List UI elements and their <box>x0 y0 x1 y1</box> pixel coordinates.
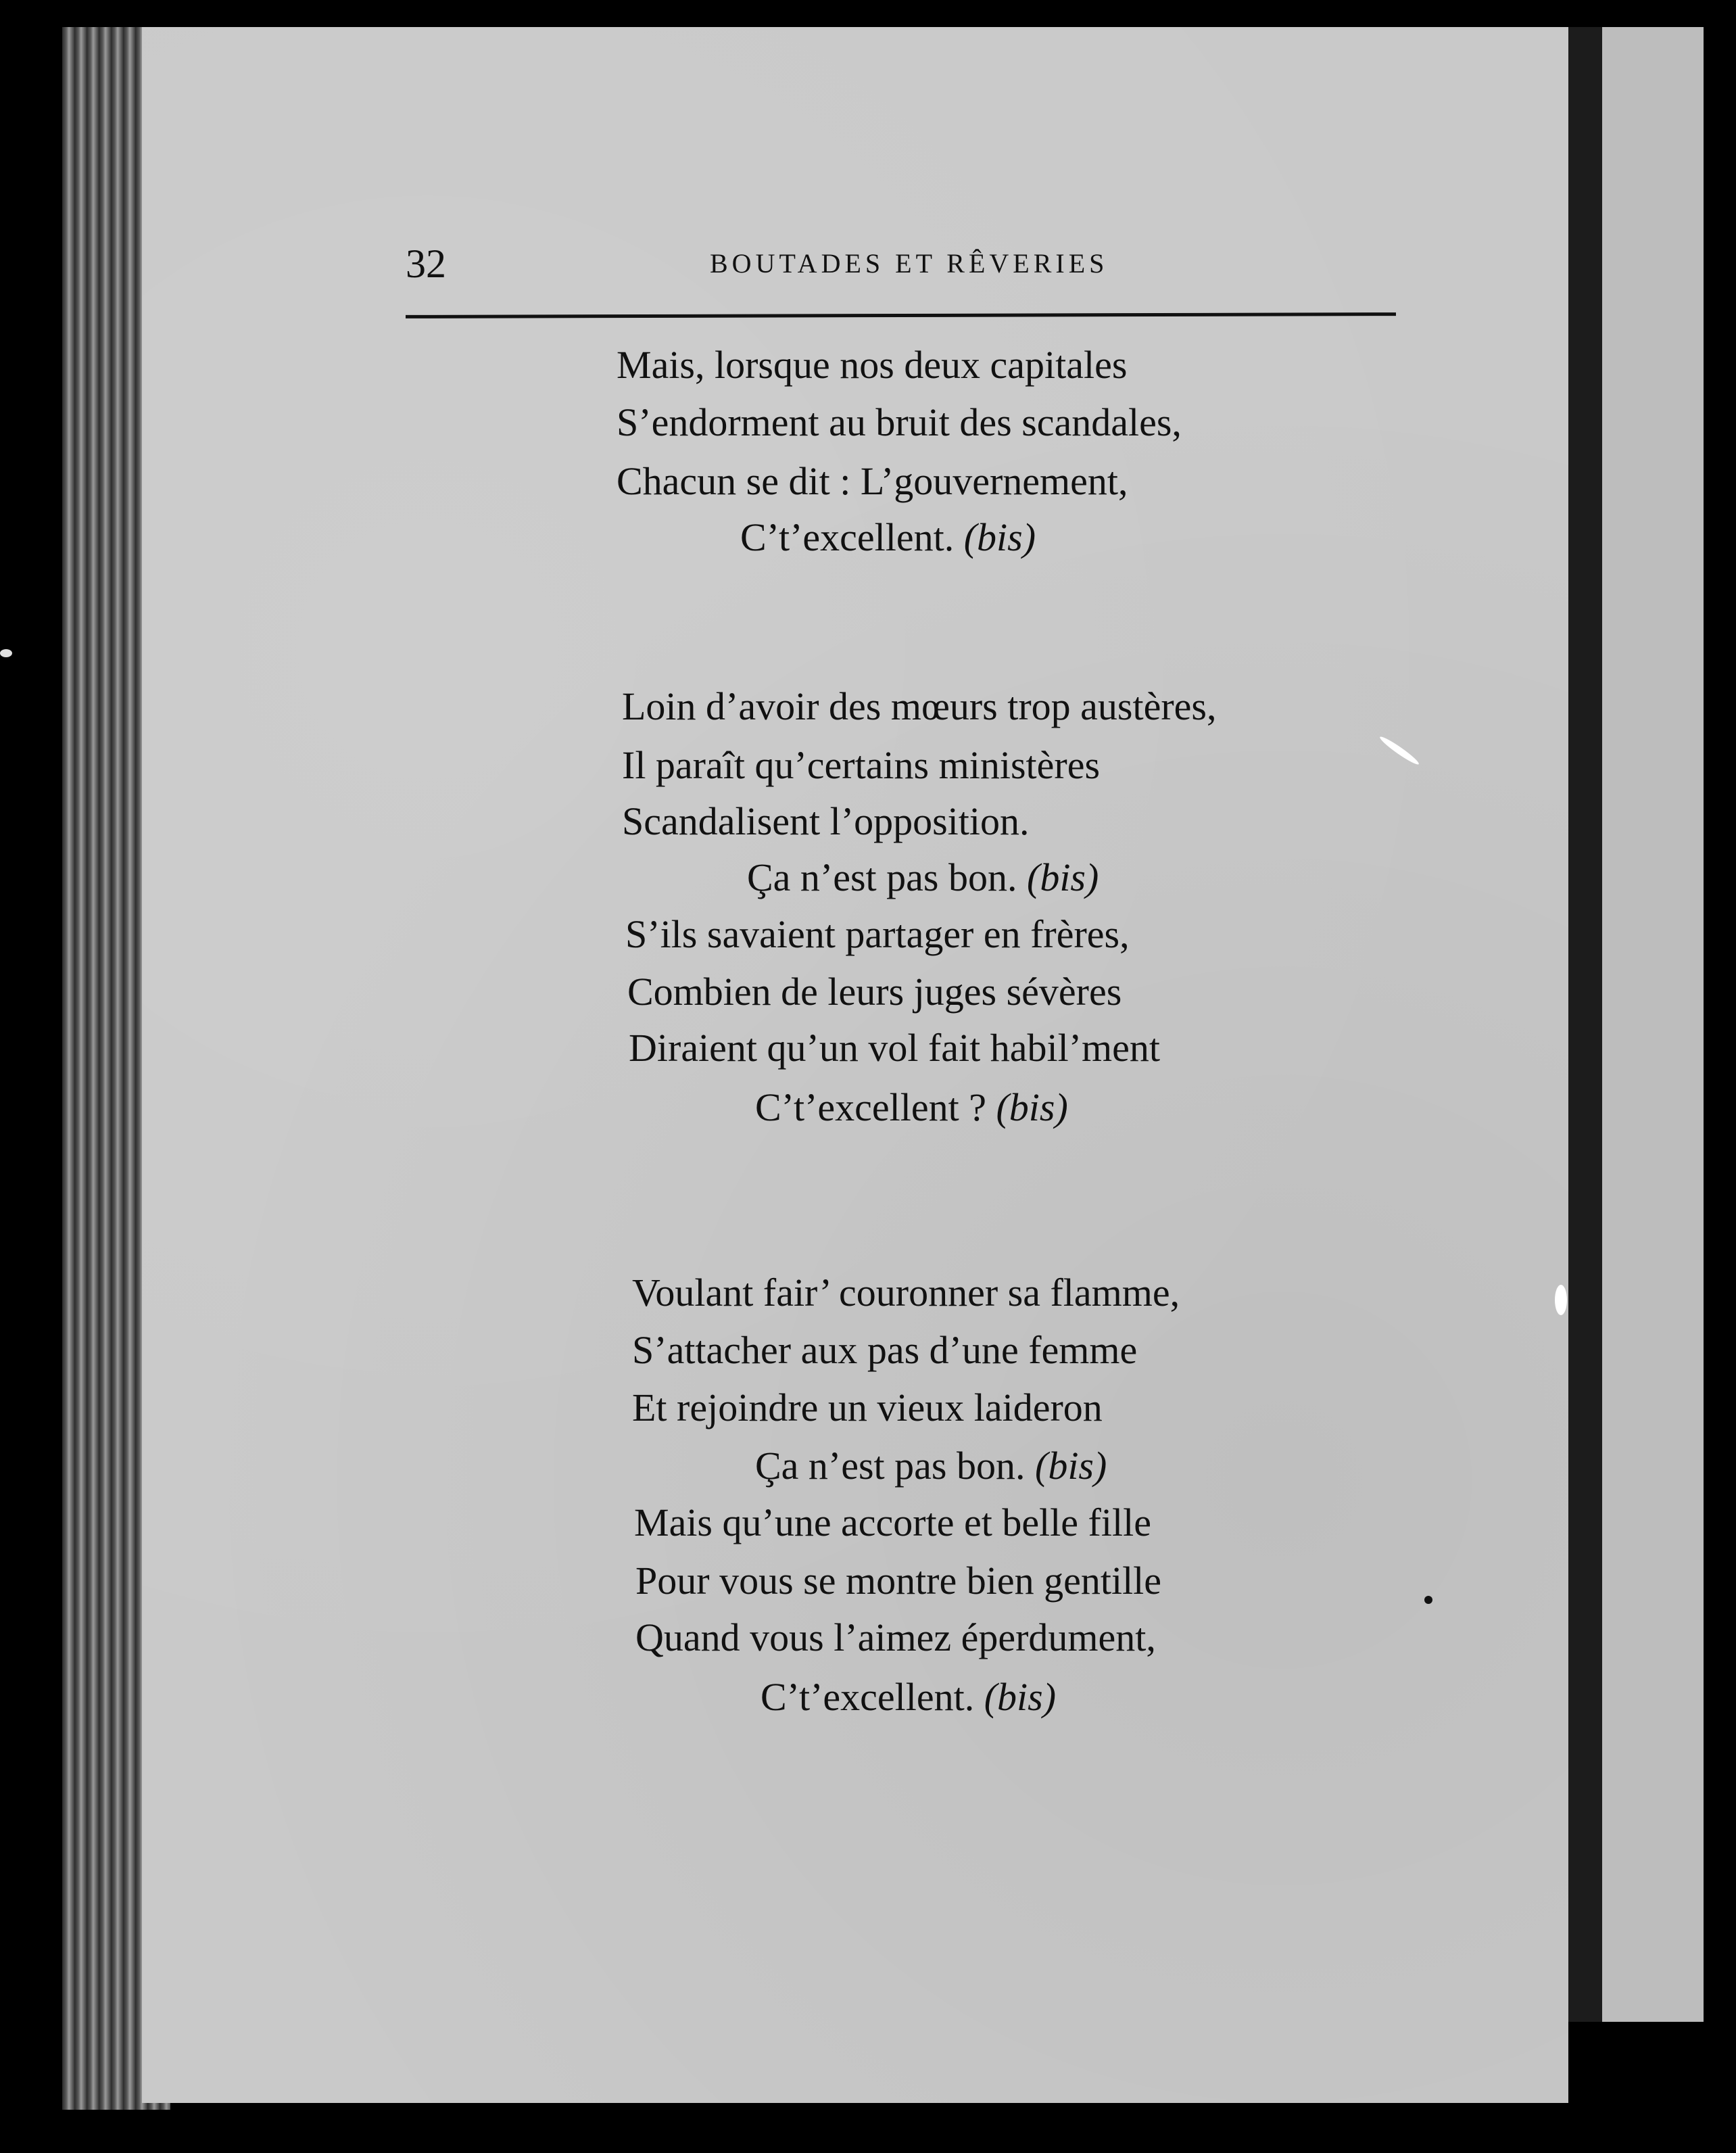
page-number: 32 <box>406 241 446 286</box>
verse-line: Diraient qu’un vol fait habil’ment <box>629 1026 1161 1070</box>
verse-line: Mais qu’une accorte et belle fille <box>634 1500 1151 1544</box>
scan-speck <box>1555 1285 1567 1315</box>
scan-speck <box>1424 1596 1432 1604</box>
verse-line: Il paraît qu’certains ministères <box>622 743 1101 787</box>
bis-mark: (bis) <box>1035 1444 1107 1488</box>
verse-line: S’attacher aux pas d’une femme <box>632 1328 1138 1372</box>
scan-speck <box>0 649 12 657</box>
refrain-line: C’t’excellent. (bis) <box>740 515 1036 559</box>
bis-mark: (bis) <box>1027 855 1099 899</box>
verse-line: Voulant fair’ couronner sa flamme, <box>632 1271 1180 1315</box>
refrain-line: Ça n’est pas bon. (bis) <box>755 1444 1107 1488</box>
refrain-line: C’t’excellent ? (bis) <box>755 1085 1068 1129</box>
verse-line: Loin d’avoir des mœurs trop austères, <box>622 684 1217 728</box>
verse-line: Quand vous l’aimez éperdument, <box>635 1615 1156 1659</box>
refrain-line: C’t’excellent. (bis) <box>761 1675 1057 1719</box>
verse-line: Combien de leurs juges sévères <box>627 970 1122 1014</box>
verse-line: Mais, lorsque nos deux capitales <box>617 343 1128 387</box>
verse-line: Scandalisent l’opposition. <box>622 799 1030 843</box>
bis-mark: (bis) <box>996 1085 1068 1129</box>
refrain-line: Ça n’est pas bon. (bis) <box>747 855 1099 899</box>
running-title: BOUTADES ET RÊVERIES <box>710 248 1109 279</box>
verse-line: S’endorment au bruit des scandales, <box>617 400 1182 444</box>
verse-line: Pour vous se montre bien gentille <box>635 1559 1162 1603</box>
verse-line: S’ils savaient partager en frères, <box>625 912 1130 956</box>
bis-mark: (bis) <box>984 1675 1057 1719</box>
verse-line: Chacun se dit : L’gouvernement, <box>617 459 1128 503</box>
bis-mark: (bis) <box>963 515 1036 559</box>
verse-line: Et rejoindre un vieux laideron <box>632 1386 1103 1429</box>
